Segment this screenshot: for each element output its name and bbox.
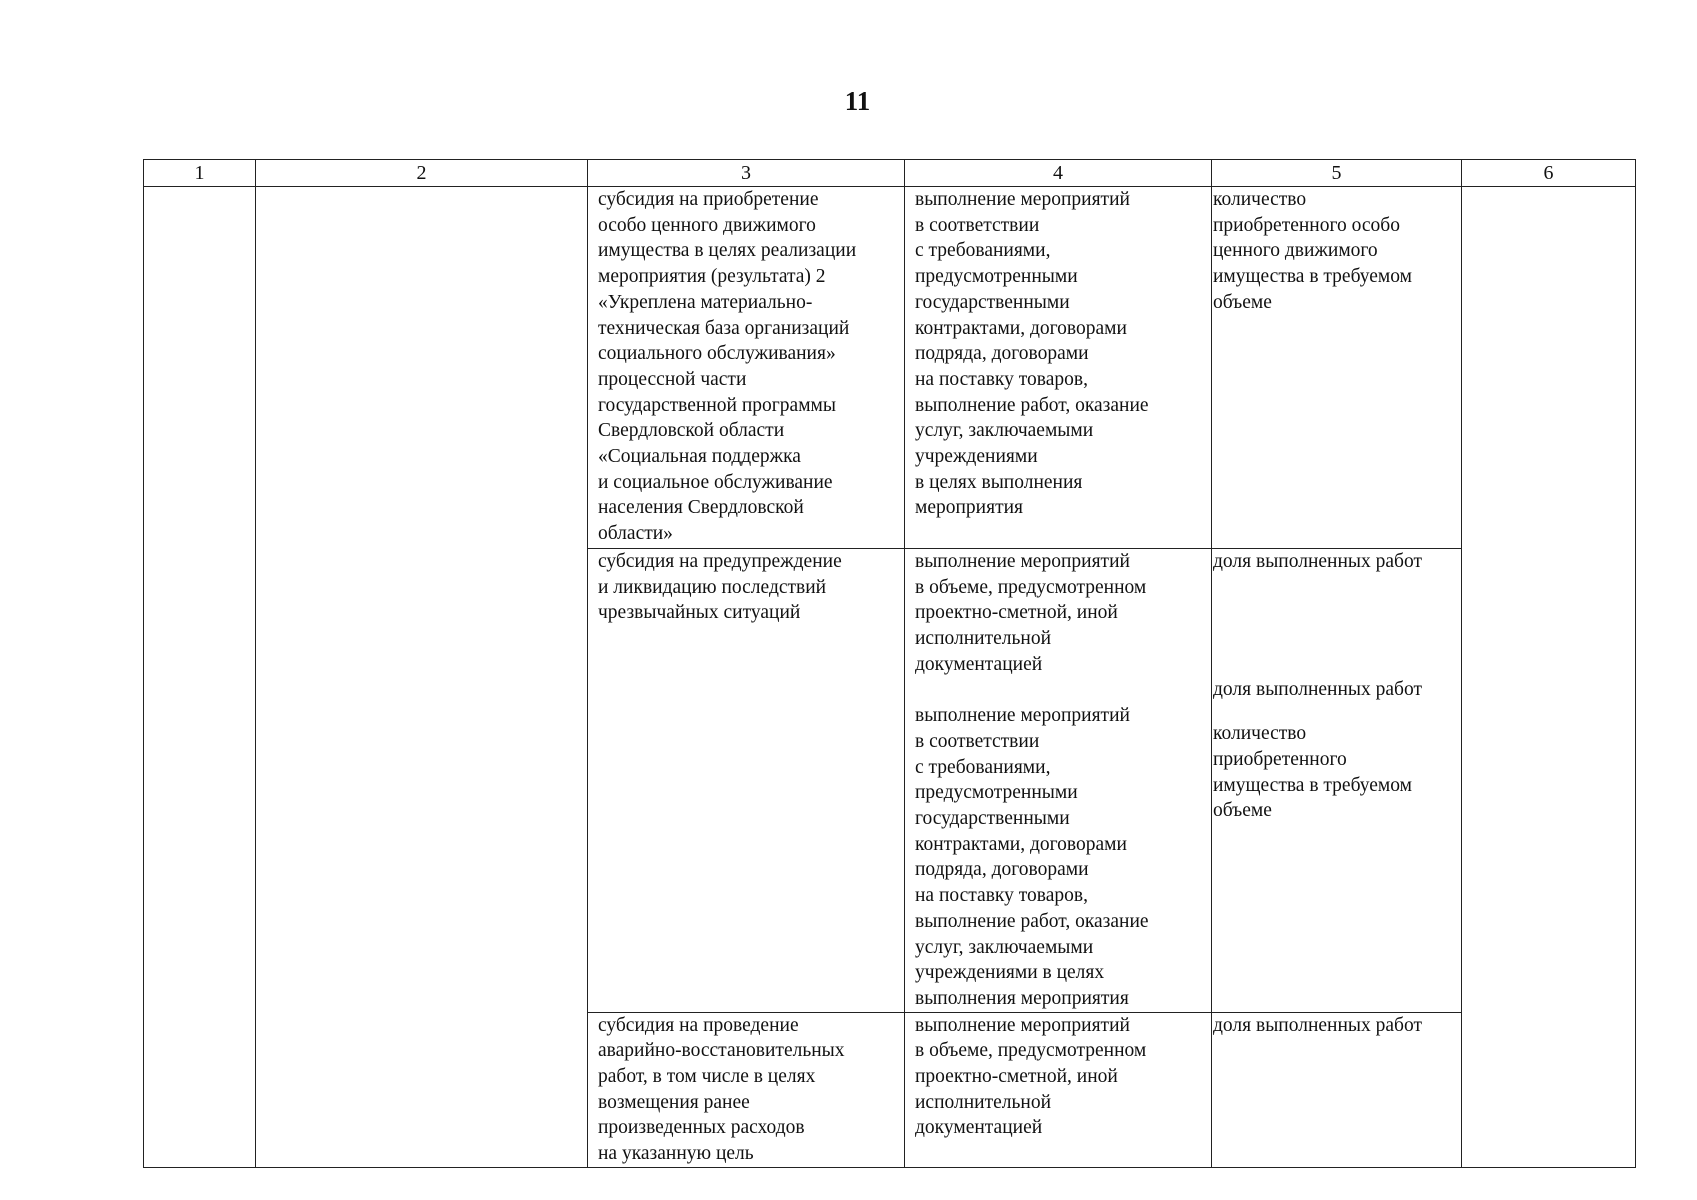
indicator-description: доля выполненных работ [1213, 679, 1422, 701]
blank-line [1213, 600, 1461, 626]
document-table [143, 159, 1636, 1168]
cell-col-6 [1462, 187, 1636, 1168]
blank-line [1213, 652, 1461, 678]
cell-col-1 [144, 187, 256, 1168]
header-col-6: 6 [1462, 160, 1636, 187]
indicator-description: доля выполненных работ [1213, 1014, 1422, 1036]
indicator-description: доля выполненных работ [1213, 551, 1422, 572]
subsidy-description: субсидия на проведение аварийно-восстановительных работ, в том числе в целях возмещения ранее произведенных расходов на указанную цель [598, 1014, 845, 1165]
table-cell [905, 549, 1212, 1013]
table-cell [905, 1012, 1212, 1167]
header-col-4: 4 [905, 160, 1212, 187]
header-col-1: 1 [144, 160, 256, 187]
table-cell [1212, 1012, 1462, 1167]
blank-line [1213, 575, 1461, 601]
table-header-row [144, 160, 1636, 187]
header-col-2: 2 [256, 160, 588, 187]
result-description: выполнение мероприятий в соответствии с требованиями, предусмотренными государственными контрактами, договорами подряда, договорами на поставку товаров, выполнение работ, оказание услуг, заключаемыми учреждениями в целях выполнения мероприятия [915, 189, 1149, 519]
page-number: 11 [844, 86, 871, 116]
header-col-3: 3 [588, 160, 905, 187]
table-cell [905, 187, 1212, 549]
table-cell [588, 187, 905, 549]
cell-col-2 [256, 187, 588, 1168]
blank-line [1213, 626, 1461, 652]
header-col-5: 5 [1212, 160, 1462, 187]
blank-line [915, 678, 1211, 704]
table-cell [588, 549, 905, 1013]
result-description: выполнение мероприятий в соответствии с требованиями, предусмотренными государственными контрактами, договорами подряда, договорами на поставку товаров, выполнение работ, оказание услуг, заключаемыми учреждениями в целях выполнения мероприятия [915, 705, 1149, 1009]
table-row [144, 187, 1636, 549]
table-cell [1212, 549, 1462, 1013]
indicator-description: количество приобретенного особо ценного движимого имущества в требуемом объеме [1213, 189, 1412, 313]
subsidy-description: субсидия на приобретение особо ценного движимого имущества в целях реализации мероприятия (результата) 2 «Укреплена материально- техническая база организаций социального обслуживания» процессной части государственной программы Свердловской области «Социальная поддержка и социальное обслуживание населения Свердловской области» [598, 189, 857, 545]
result-description: выполнение мероприятий в объеме, предусмотренном проектно-сметной, иной исполнительной документацией [915, 1014, 1147, 1139]
subsidy-description: субсидия на предупреждение и ликвидацию последствий чрезвычайных ситуаций [598, 551, 842, 624]
table-cell [1212, 187, 1462, 549]
result-description: выполнение мероприятий в объеме, предусмотренном проектно-сметной, иной исполнительной документацией [915, 551, 1147, 675]
indicator-description: количество приобретенного имущества в требуемом объеме [1213, 723, 1412, 822]
blank-line [1213, 703, 1461, 721]
table-cell [588, 1012, 905, 1167]
